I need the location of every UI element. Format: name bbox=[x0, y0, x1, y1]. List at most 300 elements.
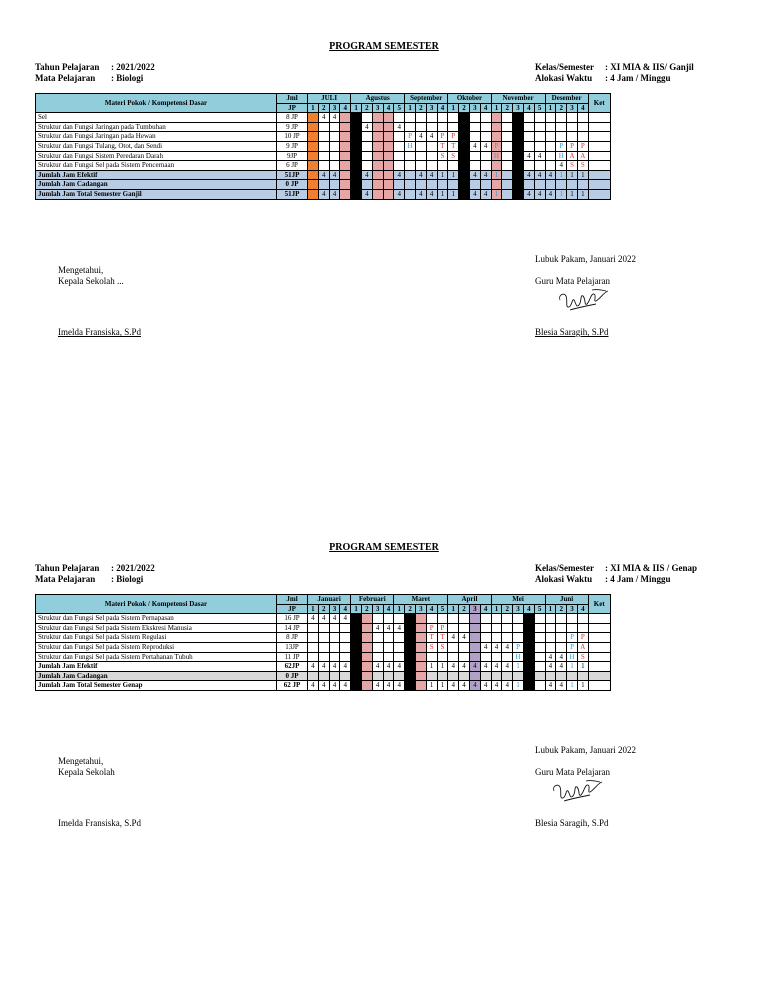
week-cell: S bbox=[577, 161, 588, 171]
week-cell bbox=[523, 681, 534, 691]
week-cell: 4 bbox=[545, 652, 556, 662]
week-cell bbox=[415, 681, 426, 691]
jp-cell: 51JP bbox=[277, 170, 308, 180]
materi-cell: Struktur dan Fungsi Sel pada Sistem Pernapasan bbox=[36, 614, 277, 624]
week-cell bbox=[513, 633, 524, 643]
week-header: 4 bbox=[340, 604, 351, 614]
week-cell bbox=[361, 623, 372, 633]
week-cell: 4 bbox=[491, 662, 502, 672]
week-cell: 1 bbox=[567, 189, 578, 199]
tahun-value: : 2021/2022 bbox=[111, 563, 155, 573]
week-cell bbox=[426, 614, 437, 624]
week-cell: S bbox=[437, 642, 448, 652]
week-cell bbox=[329, 671, 340, 681]
week-cell: 4 bbox=[426, 170, 437, 180]
week-cell: 1 bbox=[448, 170, 459, 180]
week-cell: 4 bbox=[556, 652, 567, 662]
week-cell: 4 bbox=[480, 662, 491, 672]
week-header: 2 bbox=[502, 604, 513, 614]
month-header: Februari bbox=[351, 595, 394, 605]
week-cell: 1 bbox=[577, 189, 588, 199]
week-header: 4 bbox=[383, 604, 394, 614]
week-cell: 4 bbox=[448, 662, 459, 672]
week-cell: 1 bbox=[567, 681, 578, 691]
week-header: 4 bbox=[577, 103, 588, 113]
week-cell: 1 bbox=[437, 681, 448, 691]
week-cell bbox=[351, 642, 362, 652]
week-cell bbox=[383, 614, 394, 624]
header-info-left bbox=[35, 563, 155, 585]
ket-header: Ket bbox=[588, 94, 610, 113]
week-header: 2 bbox=[318, 103, 329, 113]
week-header: 4 bbox=[437, 103, 448, 113]
week-header: 2 bbox=[361, 604, 372, 614]
week-header: 1 bbox=[545, 604, 556, 614]
week-cell bbox=[383, 652, 394, 662]
week-cell: 4 bbox=[502, 642, 513, 652]
week-cell bbox=[480, 652, 491, 662]
week-cell: P bbox=[405, 132, 416, 142]
week-cell bbox=[556, 642, 567, 652]
week-cell bbox=[329, 623, 340, 633]
week-cell: 4 bbox=[426, 189, 437, 199]
week-cell: T bbox=[437, 633, 448, 643]
week-cell: A bbox=[567, 151, 578, 161]
week-cell bbox=[340, 642, 351, 652]
week-cell: 1 bbox=[491, 189, 502, 199]
week-cell: 1 bbox=[437, 662, 448, 672]
table-row bbox=[36, 662, 611, 672]
schedule-table bbox=[35, 594, 611, 691]
week-cell: 4 bbox=[502, 662, 513, 672]
materi-cell: Struktur dan Fungsi Sel pada Sistem Pencernaan bbox=[36, 161, 277, 171]
week-cell bbox=[372, 671, 383, 681]
teacher-signature bbox=[550, 777, 604, 805]
week-cell: 4 bbox=[415, 132, 426, 142]
table-row bbox=[36, 681, 611, 691]
week-cell bbox=[405, 633, 416, 643]
week-cell: 4 bbox=[545, 681, 556, 691]
week-cell: 1 bbox=[567, 662, 578, 672]
ket-cell bbox=[588, 633, 610, 643]
mapel-label: Mata Pelajaran bbox=[35, 574, 96, 584]
week-cell bbox=[469, 671, 480, 681]
alokasi-value: : 4 Jam / Minggu bbox=[605, 73, 671, 83]
week-cell: 4 bbox=[556, 161, 567, 171]
week-cell bbox=[556, 614, 567, 624]
week-cell bbox=[469, 623, 480, 633]
week-cell bbox=[513, 614, 524, 624]
week-cell bbox=[448, 652, 459, 662]
week-cell: 4 bbox=[459, 662, 470, 672]
week-cell bbox=[513, 623, 524, 633]
week-header: 3 bbox=[469, 103, 480, 113]
week-cell: P bbox=[556, 141, 567, 151]
week-cell: 4 bbox=[459, 681, 470, 691]
guru-name: Blesia Saragih, S.Pd bbox=[535, 818, 609, 828]
kepala-sekolah-label: Kepala Sekolah bbox=[58, 767, 115, 777]
kepala-name: Imelda Fransiska, S.Pd bbox=[58, 818, 141, 828]
week-cell: 4 bbox=[372, 681, 383, 691]
week-cell bbox=[340, 623, 351, 633]
week-cell bbox=[556, 671, 567, 681]
week-cell bbox=[448, 671, 459, 681]
week-cell: 4 bbox=[329, 681, 340, 691]
week-cell: 4 bbox=[480, 681, 491, 691]
week-cell bbox=[415, 633, 426, 643]
month-header: Agustus bbox=[351, 94, 405, 104]
table-row bbox=[36, 642, 611, 652]
table-row bbox=[36, 623, 611, 633]
jp-cell: 6 JP bbox=[277, 161, 308, 171]
week-cell: 1 bbox=[426, 681, 437, 691]
week-cell: 1 bbox=[577, 681, 588, 691]
week-cell bbox=[534, 623, 545, 633]
week-header: 3 bbox=[329, 604, 340, 614]
week-header: 1 bbox=[394, 604, 405, 614]
week-cell: 4 bbox=[329, 189, 340, 199]
jml-header: Jml bbox=[277, 595, 308, 605]
week-cell bbox=[502, 623, 513, 633]
week-cell: 4 bbox=[469, 141, 480, 151]
week-cell: P bbox=[577, 141, 588, 151]
month-header: JULI bbox=[308, 94, 351, 104]
week-cell bbox=[523, 671, 534, 681]
kelas-value: : XI MIA & IIS / Genap bbox=[605, 563, 698, 573]
jp-cell: 11 JP bbox=[277, 652, 308, 662]
week-cell: 1 bbox=[513, 681, 524, 691]
week-header: 1 bbox=[491, 604, 502, 614]
materi-cell: Jumlah Jam Total Semester Genap bbox=[36, 681, 277, 691]
materi-cell: Jumlah Jam Cadangan bbox=[36, 180, 277, 190]
week-header: 4 bbox=[383, 103, 394, 113]
jp-cell: 62 JP bbox=[277, 681, 308, 691]
mengetahui-text: Mengetahui, bbox=[58, 265, 104, 275]
week-cell bbox=[405, 614, 416, 624]
week-cell: S bbox=[426, 642, 437, 652]
week-cell: 4 bbox=[394, 122, 405, 132]
week-header: 1 bbox=[448, 604, 459, 614]
week-cell: 4 bbox=[556, 662, 567, 672]
week-cell: H bbox=[567, 652, 578, 662]
week-header: 3 bbox=[415, 604, 426, 614]
week-cell: 4 bbox=[383, 623, 394, 633]
month-header: Mei bbox=[491, 595, 545, 605]
week-cell: 4 bbox=[469, 662, 480, 672]
week-cell bbox=[523, 623, 534, 633]
week-cell bbox=[383, 633, 394, 643]
week-cell bbox=[448, 614, 459, 624]
week-cell bbox=[361, 642, 372, 652]
week-cell bbox=[372, 652, 383, 662]
week-header: 1 bbox=[545, 103, 556, 113]
week-header: 2 bbox=[556, 604, 567, 614]
week-cell bbox=[405, 662, 416, 672]
mengetahui-text: Mengetahui, bbox=[58, 756, 104, 766]
week-cell: 4 bbox=[491, 642, 502, 652]
week-cell bbox=[394, 633, 405, 643]
week-cell: 4 bbox=[318, 170, 329, 180]
week-cell: 4 bbox=[361, 189, 372, 199]
week-cell: 1 bbox=[567, 170, 578, 180]
week-cell: S bbox=[437, 151, 448, 161]
week-cell bbox=[534, 614, 545, 624]
kelas-label: Kelas/Semester bbox=[535, 563, 594, 573]
jp-cell: 9 JP bbox=[277, 141, 308, 151]
jml-header: Jml bbox=[277, 94, 308, 104]
materi-cell: Struktur dan Fungsi Sel pada Sistem Reproduksi bbox=[36, 642, 277, 652]
week-cell bbox=[318, 642, 329, 652]
week-cell bbox=[480, 614, 491, 624]
week-cell bbox=[426, 652, 437, 662]
week-cell bbox=[534, 652, 545, 662]
alokasi-label: Alokasi Waktu bbox=[535, 73, 593, 83]
week-cell bbox=[415, 662, 426, 672]
mapel-value: : Biologi bbox=[111, 73, 144, 83]
week-cell bbox=[351, 681, 362, 691]
week-cell: P bbox=[567, 642, 578, 652]
week-cell bbox=[502, 633, 513, 643]
week-cell: 4 bbox=[415, 189, 426, 199]
week-header: 4 bbox=[480, 604, 491, 614]
week-cell: 4 bbox=[361, 170, 372, 180]
jp-header: JP bbox=[277, 103, 308, 113]
week-cell bbox=[405, 623, 416, 633]
alokasi-label: Alokasi Waktu bbox=[535, 574, 593, 584]
week-cell bbox=[394, 671, 405, 681]
week-cell bbox=[545, 642, 556, 652]
week-cell: 1 bbox=[426, 662, 437, 672]
week-cell bbox=[361, 633, 372, 643]
week-cell bbox=[415, 642, 426, 652]
header-info-right bbox=[535, 563, 697, 585]
week-cell: 4 bbox=[372, 662, 383, 672]
week-cell bbox=[448, 642, 459, 652]
week-cell bbox=[329, 652, 340, 662]
week-cell bbox=[318, 671, 329, 681]
week-cell: 4 bbox=[469, 189, 480, 199]
week-header: 5 bbox=[534, 604, 545, 614]
week-cell bbox=[351, 623, 362, 633]
week-cell: 1 bbox=[577, 170, 588, 180]
week-cell: 4 bbox=[394, 681, 405, 691]
week-cell bbox=[361, 662, 372, 672]
week-cell bbox=[405, 681, 416, 691]
jp-cell: 9JP bbox=[277, 151, 308, 161]
ket-cell bbox=[588, 614, 610, 624]
mapel-value: : Biologi bbox=[111, 574, 144, 584]
week-cell bbox=[459, 623, 470, 633]
week-cell: P bbox=[567, 633, 578, 643]
week-cell: 4 bbox=[318, 614, 329, 624]
week-cell bbox=[361, 681, 372, 691]
week-cell bbox=[340, 671, 351, 681]
week-cell bbox=[340, 633, 351, 643]
week-cell bbox=[383, 671, 394, 681]
guru-label: Guru Mata Pelajaran bbox=[535, 767, 610, 777]
week-cell bbox=[491, 652, 502, 662]
week-header: 2 bbox=[361, 103, 372, 113]
jp-header: JP bbox=[277, 604, 308, 614]
week-cell: 4 bbox=[491, 681, 502, 691]
week-cell: 4 bbox=[480, 141, 491, 151]
place-date: Lubuk Pakam, Januari 2022 bbox=[535, 254, 636, 264]
week-cell: 4 bbox=[448, 681, 459, 691]
week-header: 3 bbox=[372, 103, 383, 113]
ket-cell bbox=[588, 671, 610, 681]
week-header: 2 bbox=[459, 103, 470, 113]
week-cell: 4 bbox=[361, 122, 372, 132]
week-cell bbox=[372, 614, 383, 624]
table-row bbox=[36, 671, 611, 681]
jp-cell: 13JP bbox=[277, 642, 308, 652]
week-cell: 4 bbox=[318, 189, 329, 199]
week-header: 5 bbox=[394, 103, 405, 113]
week-header: 3 bbox=[372, 604, 383, 614]
week-cell: 4 bbox=[340, 662, 351, 672]
week-cell bbox=[351, 652, 362, 662]
week-cell bbox=[308, 671, 319, 681]
week-cell: 1 bbox=[513, 662, 524, 672]
kepala-name: Imelda Fransiska, S.Pd bbox=[58, 327, 141, 337]
ket-header: Ket bbox=[588, 595, 610, 614]
week-cell bbox=[405, 652, 416, 662]
week-cell: 4 bbox=[372, 623, 383, 633]
week-cell bbox=[361, 652, 372, 662]
week-cell: 4 bbox=[394, 623, 405, 633]
materi-cell: Jumlah Jam Efektif bbox=[36, 662, 277, 672]
page-title: PROGRAM SEMESTER bbox=[329, 41, 439, 52]
week-cell: 4 bbox=[556, 681, 567, 691]
week-cell: P bbox=[448, 132, 459, 142]
month-header: November bbox=[491, 94, 545, 104]
week-cell bbox=[318, 652, 329, 662]
week-cell bbox=[426, 671, 437, 681]
week-header: 2 bbox=[405, 604, 416, 614]
week-header: 2 bbox=[502, 103, 513, 113]
week-header: 1 bbox=[448, 103, 459, 113]
week-cell: P bbox=[437, 623, 448, 633]
week-cell bbox=[534, 671, 545, 681]
week-cell bbox=[437, 652, 448, 662]
week-cell: 1 bbox=[556, 170, 567, 180]
jp-cell: 8 JP bbox=[277, 633, 308, 643]
week-cell: 4 bbox=[318, 681, 329, 691]
week-cell bbox=[491, 614, 502, 624]
week-cell bbox=[437, 614, 448, 624]
week-cell bbox=[523, 614, 534, 624]
week-cell: 4 bbox=[329, 662, 340, 672]
week-header: 4 bbox=[523, 604, 534, 614]
week-cell: 4 bbox=[545, 662, 556, 672]
week-cell: 4 bbox=[480, 170, 491, 180]
week-cell bbox=[308, 652, 319, 662]
week-cell: T bbox=[437, 141, 448, 151]
week-cell bbox=[318, 623, 329, 633]
week-header: 5 bbox=[437, 604, 448, 614]
materi-cell: Sel bbox=[36, 113, 277, 123]
month-header: Juni bbox=[545, 595, 588, 605]
week-cell: 4 bbox=[426, 132, 437, 142]
week-cell bbox=[448, 623, 459, 633]
week-cell: 1 bbox=[437, 170, 448, 180]
week-cell bbox=[502, 671, 513, 681]
jp-cell: 8 JP bbox=[277, 113, 308, 123]
header-row-months bbox=[36, 595, 611, 605]
week-header: 2 bbox=[318, 604, 329, 614]
week-header: 2 bbox=[459, 604, 470, 614]
week-cell: A bbox=[577, 642, 588, 652]
month-header: Januari bbox=[308, 595, 351, 605]
ket-cell bbox=[588, 681, 610, 691]
week-cell: 4 bbox=[448, 633, 459, 643]
week-header: 2 bbox=[556, 103, 567, 113]
week-header: 3 bbox=[329, 103, 340, 113]
guru-name: Blesia Saragih, S.Pd bbox=[535, 327, 609, 337]
week-cell: H bbox=[513, 652, 524, 662]
week-cell bbox=[318, 633, 329, 643]
week-cell bbox=[459, 642, 470, 652]
week-cell bbox=[534, 662, 545, 672]
materi-header: Materi Pokok / Kompetensi Dasar bbox=[36, 595, 277, 614]
week-header: 4 bbox=[480, 103, 491, 113]
week-cell bbox=[459, 671, 470, 681]
week-cell bbox=[545, 633, 556, 643]
week-cell: 4 bbox=[502, 681, 513, 691]
week-cell bbox=[545, 671, 556, 681]
week-cell bbox=[351, 633, 362, 643]
week-cell bbox=[523, 633, 534, 643]
week-cell bbox=[308, 642, 319, 652]
week-cell bbox=[491, 623, 502, 633]
week-cell: 4 bbox=[545, 170, 556, 180]
week-cell: S bbox=[448, 151, 459, 161]
week-cell bbox=[469, 642, 480, 652]
week-cell: 4 bbox=[383, 681, 394, 691]
week-cell: 4 bbox=[480, 189, 491, 199]
week-cell bbox=[415, 623, 426, 633]
week-cell bbox=[405, 642, 416, 652]
week-cell: T bbox=[426, 633, 437, 643]
jp-cell: 62JP bbox=[277, 662, 308, 672]
week-cell: 4 bbox=[308, 662, 319, 672]
week-cell bbox=[534, 681, 545, 691]
week-cell: 1 bbox=[448, 189, 459, 199]
week-cell: 1 bbox=[556, 189, 567, 199]
place-date: Lubuk Pakam, Januari 2022 bbox=[535, 745, 636, 755]
week-cell bbox=[329, 633, 340, 643]
tahun-label: Tahun Pelajaran bbox=[35, 62, 100, 72]
week-cell: 1 bbox=[491, 170, 502, 180]
week-cell bbox=[308, 623, 319, 633]
month-header: Oktober bbox=[448, 94, 491, 104]
week-cell: 4 bbox=[523, 189, 534, 199]
week-cell: P bbox=[426, 623, 437, 633]
week-cell: 4 bbox=[340, 614, 351, 624]
week-cell bbox=[394, 652, 405, 662]
week-cell bbox=[523, 662, 534, 672]
week-cell: 4 bbox=[534, 189, 545, 199]
week-header: 5 bbox=[534, 103, 545, 113]
guru-label: Guru Mata Pelajaran bbox=[535, 276, 610, 286]
week-cell: P bbox=[513, 642, 524, 652]
week-cell: H bbox=[491, 151, 502, 161]
week-cell bbox=[351, 671, 362, 681]
materi-cell: Jumlah Jam Cadangan bbox=[36, 671, 277, 681]
week-cell: S bbox=[577, 652, 588, 662]
week-cell bbox=[437, 671, 448, 681]
week-cell bbox=[351, 662, 362, 672]
